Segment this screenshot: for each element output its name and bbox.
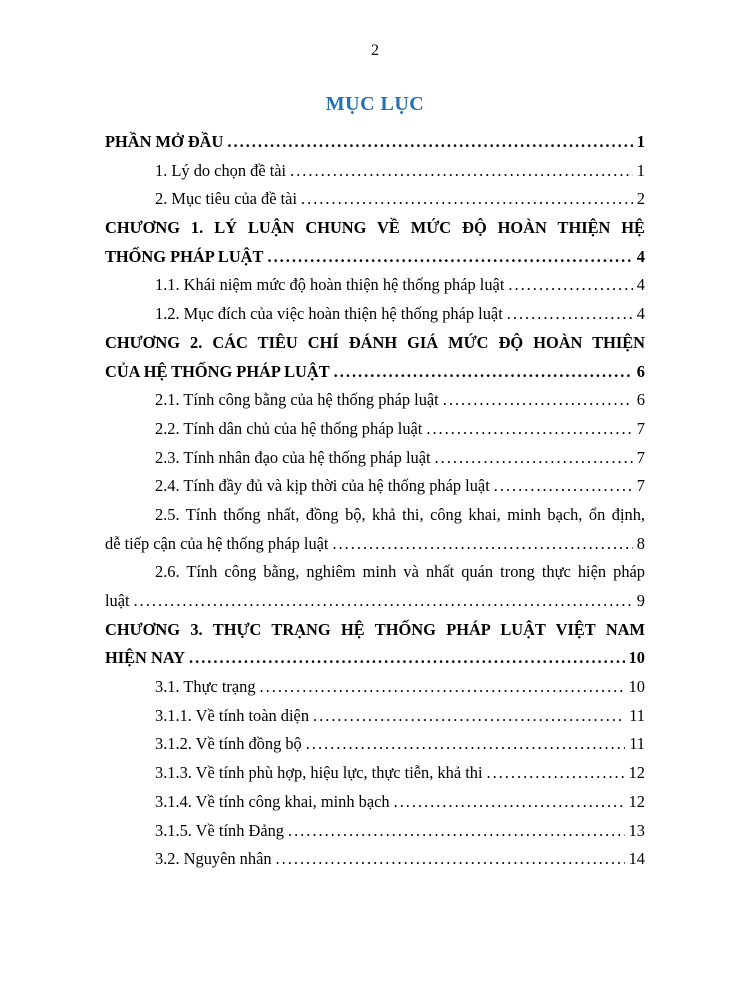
toc-page-number: 7 — [636, 418, 645, 438]
toc-page-number: 13 — [628, 820, 645, 840]
dot-leader — [507, 300, 633, 329]
dot-leader — [494, 472, 633, 501]
toc-page-number: 1 — [636, 160, 645, 180]
dot-leader — [508, 271, 632, 300]
toc-entry — [105, 329, 645, 386]
toc-entry — [105, 157, 645, 186]
dot-leader — [306, 730, 625, 759]
toc-entry-text: CHƯƠNG 3. THỰC TRẠNG HỆ THỐNG PHÁP LUẬT VIỆT NAM — [105, 619, 645, 639]
toc-page-number: 11 — [629, 705, 645, 725]
toc-page-number: 7 — [636, 447, 645, 467]
toc-page-number: 14 — [628, 849, 645, 869]
toc-page-number: 4 — [636, 275, 645, 295]
dot-leader — [276, 845, 625, 874]
toc-entry — [105, 444, 645, 473]
toc-entry — [105, 214, 645, 271]
toc-page-number: 10 — [628, 677, 645, 697]
toc-entry-text: 3.1.5. Về tính Đảng — [155, 820, 284, 840]
toc-entry — [105, 415, 645, 444]
toc-entry — [105, 730, 645, 759]
table-of-contents — [105, 128, 645, 874]
toc-entry-text: 2.4. Tính đầy đủ và kịp thời của hệ thống pháp luật — [155, 476, 490, 496]
dot-leader — [290, 157, 633, 186]
toc-page-number: 8 — [636, 533, 645, 553]
dot-leader — [267, 243, 632, 272]
toc-page-number: 12 — [628, 791, 645, 811]
dot-leader — [426, 415, 632, 444]
toc-entry — [105, 558, 645, 615]
toc-entry-text: THỐNG PHÁP LUẬT — [105, 246, 264, 266]
toc-page-number: 7 — [636, 476, 645, 496]
toc-entry — [105, 472, 645, 501]
toc-entry — [105, 185, 645, 214]
toc-entry — [105, 616, 645, 673]
dot-leader — [189, 644, 625, 673]
toc-entry — [105, 788, 645, 817]
toc-entry — [105, 300, 645, 329]
toc-entry-text: 3.2. Nguyên nhân — [155, 849, 272, 869]
toc-entry-text: 2.2. Tính dân chủ của hệ thống pháp luật — [155, 418, 423, 438]
dot-leader — [288, 817, 625, 846]
toc-entry — [105, 817, 645, 846]
toc-page-number: 12 — [628, 763, 645, 783]
dot-leader — [227, 128, 632, 157]
toc-entry-text: 3.1.4. Về tính công khai, minh bạch — [155, 791, 390, 811]
toc-entry-text: 3.1.1. Về tính toàn diện — [155, 705, 310, 725]
toc-entry-text: PHẦN MỞ ĐẦU — [105, 132, 224, 151]
toc-entry — [105, 501, 645, 558]
toc-entry — [105, 271, 645, 300]
toc-page-number: 1 — [636, 132, 645, 151]
toc-page-number: 11 — [629, 734, 645, 754]
toc-entry-text: 1.2. Mục đích của việc hoàn thiện hệ thống pháp luật — [155, 304, 503, 324]
toc-page-number: 9 — [636, 591, 645, 610]
toc-entry — [105, 759, 645, 788]
toc-page-number: 4 — [636, 246, 645, 266]
dot-leader — [487, 759, 625, 788]
dot-leader — [443, 386, 633, 415]
toc-entry — [105, 845, 645, 874]
dot-leader — [134, 587, 633, 616]
toc-title: MỤC LỤC — [325, 93, 425, 115]
toc-entry-text: 2. Mục tiêu của đề tài — [155, 189, 298, 209]
toc-page-number: 10 — [628, 648, 645, 668]
dot-leader — [334, 358, 633, 387]
toc-entry-text: CHƯƠNG 1. LÝ LUẬN CHUNG VỀ MỨC ĐỘ HOÀN THIỆN HỆ — [105, 218, 645, 238]
toc-entry-text: CỦA HỆ THỐNG PHÁP LUẬT — [105, 361, 330, 381]
dot-leader — [313, 702, 625, 731]
toc-entry-text: 3.1.3. Về tính phù hợp, hiệu lực, thực tiễn, khả thi — [155, 763, 483, 783]
toc-entry-text: 2.3. Tính nhân đạo của hệ thống pháp luật — [155, 447, 431, 467]
toc-entry — [105, 386, 645, 415]
toc-entry-text: dễ tiếp cận của hệ thống pháp luật — [105, 533, 329, 553]
toc-page-number: 6 — [636, 390, 645, 410]
toc-entry-text: 3.1.2. Về tính đồng bộ — [155, 734, 302, 754]
dot-leader — [301, 185, 633, 214]
toc-entry — [105, 673, 645, 702]
toc-entry-text: 3.1. Thực trạng — [155, 677, 256, 697]
toc-entry-text: 1.1. Khái niệm mức độ hoàn thiện hệ thống pháp luật — [155, 275, 505, 295]
toc-entry-text: luật — [105, 591, 130, 610]
toc-entry-text: 2.5. Tính thống nhất, đồng bộ, khả thi, công khai, minh bạch, ổn định, — [155, 504, 645, 524]
dot-leader — [394, 788, 625, 817]
page-number-header: 2 — [371, 42, 379, 59]
toc-entry-text: 1. Lý do chọn đề tài — [155, 160, 287, 180]
toc-page-number: 2 — [636, 189, 645, 209]
toc-entry-text: 2.6. Tính công bằng, nghiêm minh và nhất quán trong thực hiện pháp — [155, 562, 645, 582]
toc-page-number: 6 — [636, 361, 645, 381]
dot-leader — [435, 444, 633, 473]
dot-leader — [260, 673, 625, 702]
dot-leader — [332, 530, 632, 559]
toc-entry — [105, 702, 645, 731]
toc-entry-text: 2.1. Tính công bằng của hệ thống pháp luật — [155, 390, 439, 410]
toc-entry-text: HIỆN NAY — [105, 648, 185, 668]
toc-page-number: 4 — [636, 304, 645, 324]
toc-entry — [105, 128, 645, 157]
toc-entry-text: CHƯƠNG 2. CÁC TIÊU CHÍ ĐÁNH GIÁ MỨC ĐỘ HOÀN THIỆN — [105, 332, 645, 352]
